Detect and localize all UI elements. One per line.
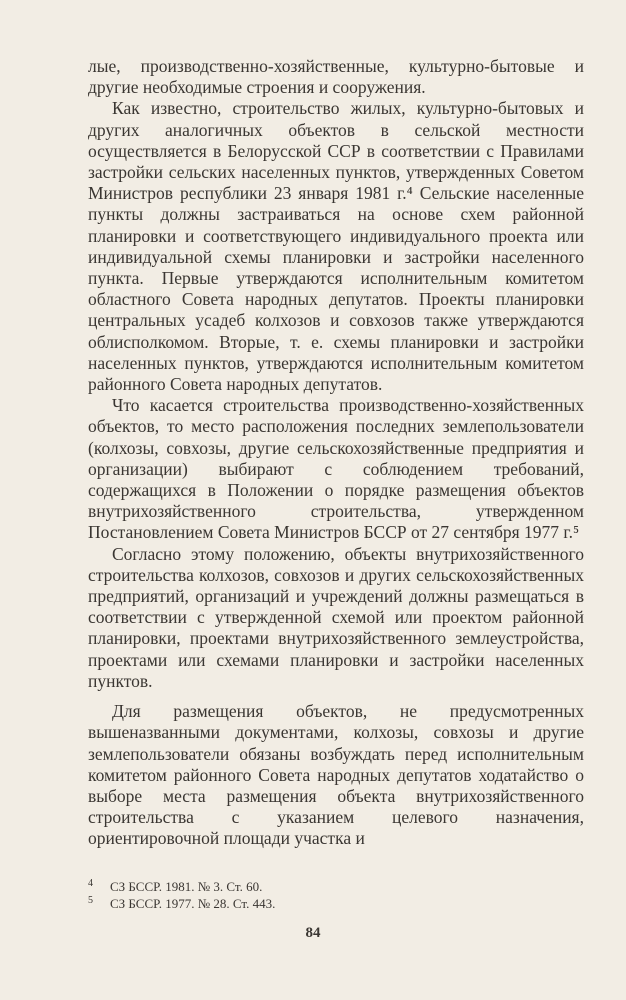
footnote-4: 4 СЗ БССР. 1981. № 3. Ст. 60.: [88, 877, 263, 894]
page-number: 84: [305, 925, 321, 941]
paragraph-2: Как известно, строительство жилых, культурно-бытовых и других аналогичных объектов в сельской местности осуществляется в Белорусской ССР в соответствии с Правилами застройки сельских населенных пунктов, утвержденных Советом Министров республики 23 января 1981 г.⁴ Сельские населенные пункты должны застраиваться на основе схем районной планировки и соответствующего индивидуального проекта или индивидуальной схемы планировки и застройки населенного пункта. Первые утверждаются исполнительным комитетом областного Совета народных депутатов. Проекты планировки центральных усадеб колхозов и совхозов также утверждаются облисполкомом. Вторые, т. е. схемы планировки и застройки населенных пунктов, утверждаются исполнительным комитетом районного Совета народных депутатов.: [88, 98, 584, 395]
body-text: [88, 56, 584, 850]
footnote-text: СЗ БССР. 1977. № 28. Ст. 443.: [110, 896, 276, 911]
paragraph-1: лые, производственно-хозяйственные, культурно-бытовые и другие необходимые строения и сооружения.: [88, 56, 584, 98]
paragraph-5: Для размещения объектов, не предусмотренных вышеназванными документами, колхозы, совхозы и другие землепользователи обязаны возбуждать перед исполнительным комитетом районного Совета народных депутатов ходатайство о выборе места размещения объекта внутрихозяйственного строительства с указанием целевого назначения, ориентировочной площади участка и: [88, 701, 584, 849]
footnote-text: СЗ БССР. 1981. № 3. Ст. 60.: [110, 879, 263, 894]
paragraph-3: Что касается строительства производственно-хозяйственных объектов, то место расположения последних землепользователи (колхозы, совхозы, другие сельскохозяйственные предприятия и организации) выбирают с соблюдением требований, содержащихся в Положении о порядке размещения объектов внутрихозяйственного строительства, утвержденном Постановлением Совета Министров БССР от 27 сентября 1977 г.⁵: [88, 395, 584, 543]
footnotes: [88, 878, 584, 912]
footnote-5: 5 СЗ БССР. 1977. № 28. Ст. 443.: [88, 894, 276, 911]
paragraph-4: Согласно этому положению, объекты внутрихозяйственного строительства колхозов, совхозов и других сельскохозяйственных предприятий, организаций и учреждений должны размещаться в соответствии с утвержденной схемой или проектом районной планировки, проектами внутрихозяйственного землеустройства, проектами или схемами планировки и застройки населенных пунктов.: [88, 543, 584, 691]
